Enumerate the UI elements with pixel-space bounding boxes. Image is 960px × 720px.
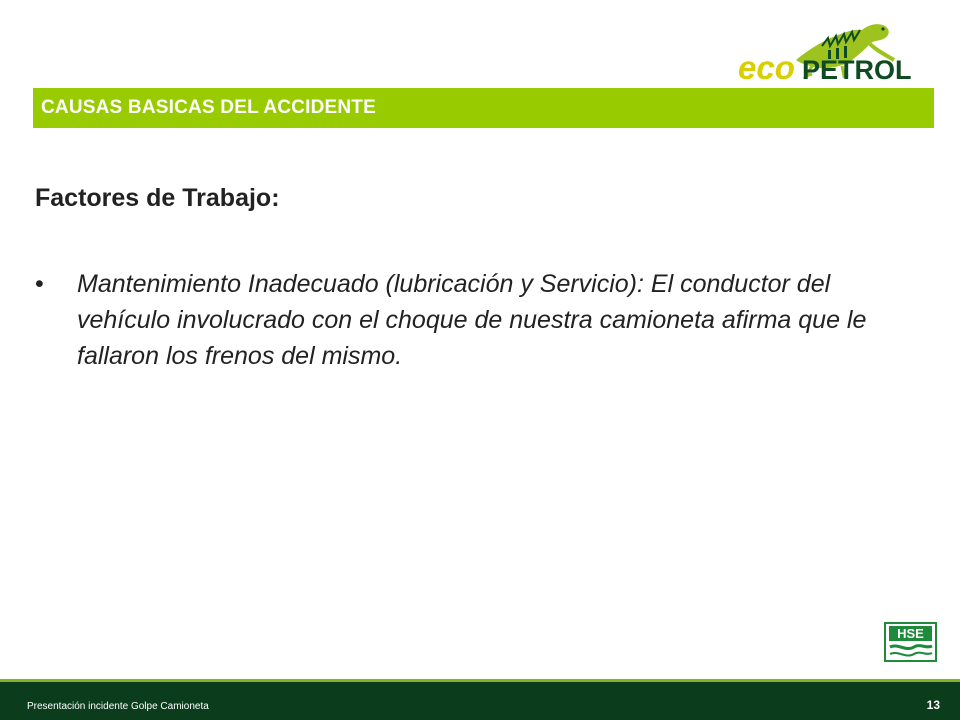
- hse-icon: [884, 622, 937, 662]
- svg-text:eco: eco: [738, 49, 795, 84]
- bullet-text: Mantenimiento Inadecuado (lubricación y Servicio): El conductor del vehículo involucrado con el choque de nuestra camioneta afirma que le fallaron los frenos del mismo.: [77, 270, 867, 370]
- svg-text:HSE: HSE: [897, 626, 924, 641]
- hse-logo: [884, 622, 937, 662]
- ecopetrol-logo: [738, 16, 934, 84]
- bullet-marker: •: [35, 270, 44, 298]
- svg-text:PETROL: PETROL: [802, 55, 912, 84]
- page-number: 13: [926, 698, 940, 712]
- iguana-icon: [738, 16, 934, 84]
- section-header-bar: [33, 88, 934, 128]
- footer-bar: [0, 679, 960, 720]
- presentation-name: Presentación incidente Golpe Camioneta: [27, 701, 209, 712]
- header-title: CAUSAS BASICAS DEL ACCIDENTE: [41, 97, 376, 118]
- section-title: Factores de Trabajo:: [35, 184, 280, 212]
